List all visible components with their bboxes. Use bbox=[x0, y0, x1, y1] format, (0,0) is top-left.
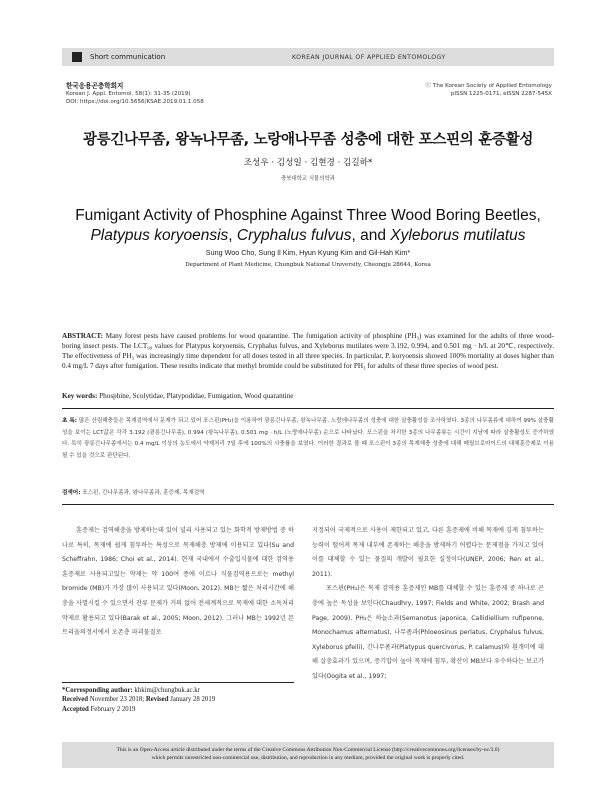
dates bbox=[62, 695, 294, 704]
korean-title: 광릉긴나무좀, 왕녹나무좀, 노랑애나무좀 성충에 대한 포스핀의 훈증활성 bbox=[82, 132, 534, 148]
section-marker bbox=[72, 52, 82, 62]
revised-date: January 28 2019 bbox=[170, 696, 216, 704]
korean-authors: 조성우 · 김성일 · 김현경 · 김길하* bbox=[243, 158, 373, 168]
received-label: Received bbox=[62, 696, 89, 704]
accepted-label: Accepted bbox=[62, 705, 89, 713]
journal-name: KOREAN JOURNAL OF APPLIED ENTOMOLOGY bbox=[292, 53, 446, 61]
species-2: Cryphalus fulvus bbox=[236, 227, 352, 244]
issn: pISSN 1225-0171, eISSN 2287-545X bbox=[450, 91, 552, 97]
received-date: November 23 2018; bbox=[89, 696, 145, 704]
body-column-right bbox=[312, 524, 544, 685]
body-paragraph: 지정되어 국제적으로 사용이 제한되고 있고, 다른 훈증제에 비해 목재에 깊게 침투하는 능력이 떨어져 목재 내부에 존재하는 해충을 방제하기 어렵다는 문제점을 가지고 있어 이를 대체할 수 있는 물질의 개발이 필요한 실정이다(UNEP, 2006; Ren et al., 2011). bbox=[312, 527, 544, 578]
korean-abstract-label: 초 록: bbox=[62, 418, 78, 424]
keywords-text: Phosphine, Scolytidae, Platypodidae, Fumigation, Wood quarantine bbox=[99, 392, 294, 400]
correspondence-block bbox=[62, 686, 294, 714]
license-footer bbox=[62, 742, 554, 768]
body-column-left: 훈증제는 검역해충을 방제하는데 있어 널리 사용되고 있는 화학적 방제방법 중 하나로 특히, 목재에 쉽게 침투하는 특성으로 목재해충 방제에 이용되고 있다(Su and Scheffrahn, 1986; Choi et al., 2014). 현재 국내에서 수출입식물에 대한 검역용 훈증제로 사용되고있는 약제는 약 100여 종에 이르나 식물검역용으로는 methyl bromide (MB)가 가장 많이 사용되고 있다(Moon, 2012). MB는 짧은 처리시간에 해충을 사멸시킬 수 있으면서 잔류 문제가 거의 없어 전세계적으로 목재에 대한 소독처리 약제로 활용되고 있다(Barak et al., 2005; Moon, 2012). 그러나 MB는 1992년 몬트리올의정서에서 오존층 파괴물질로 bbox=[62, 527, 294, 637]
english-affiliation: Department of Plant Medicine, Chungbuk National University, Cheongju 28644, Korea bbox=[185, 262, 431, 268]
english-authors: Sung Woo Cho, Sung Il Kim, Hyun Kyung Kim and Gil-Hah Kim* bbox=[205, 248, 411, 257]
license-line-2: which permits unrestricted non-commercial use, distribution, and reproduction in any medium, provided the original work is properly cited. bbox=[151, 755, 465, 762]
accepted bbox=[62, 705, 294, 714]
license-line-1: This is an Open-Access article distributed under the terms of the Creative Commons Attribution Non-Commercial License (http://creativecommons.org/licenses/by-nc/3.0) bbox=[116, 747, 500, 753]
species-1: Platypus koryoensis bbox=[90, 227, 229, 244]
english-title-line2: Platypus koryoensis, Cryphalus fulvus, and Xyleborus mutilatus bbox=[90, 227, 526, 244]
abstract-text: Many forest pests have caused problems for wood quarantine. The fumigation activity of phosphine (PH₃) was examined for the adults of three wood-boring insect pests. The LCT₉₉ values for Platypus koryoensis, Cryphalus fulvus, and Xyleborus mutilates were 3.192, 0.994, and 0.501 mg · h/L at 20℃, respectively. The effectiveness of PH₃ was increasingly time dependent for all doses tested in all three species. In particular, P. koryoensis showed 100% mortality at doses higher than 0.4 mg/L 7 days after fumigation. These results indicate that methyl bromide could be substituted for PH₃ for adults of these three species of wood pest. bbox=[62, 332, 555, 371]
doi: DOI: https://doi.org/10.5656/KSAE.2019.01.1.058 bbox=[66, 99, 204, 105]
korean-affiliation: 충북대학교 식물의학과 bbox=[281, 176, 335, 182]
species-3: Xyleborus mutilatus bbox=[390, 227, 526, 244]
publisher-block bbox=[426, 82, 552, 98]
korean-keywords-label: 검색어: bbox=[62, 490, 81, 496]
korean-abstract-text: 많은 산림해충들은 목재검역에서 문제가 되고 있어 포스핀(PH₃)을 이용하여 광릉긴나무좀, 왕녹나무좀, 노랑애나무좀의 성충에 대한 살충활성을 조사하였다. 3종의 나무좀류에 대하여 99% 살충활성을 보이는 LCT값은 각각 3.192 (광릉긴나무좀), 0.994 (왕녹나무좀), 0.501 mg · h/L (노랑애나무좀) 순으로 나타났다. 포스핀을 처리한 3종의 나무좀류는 시간이 지남에 따라 살충활성도 증가하였다. 특히 광릉긴나무좀에서는 0.4 mg/L 이상의 농도에서 약제처리 7일 후에 100%의 사충률을 보였다. 이러한 결과로 볼 때 포스핀이 3종의 목재해충 성충에 대해 메틸브로마이드의 대체훈증제로 이용될 수 있을 것으로 판단된다. bbox=[62, 418, 554, 459]
korean-keywords-text: 포스핀, 긴나무좀과, 왕나무좀과, 훈증제, 목재검역 bbox=[82, 490, 205, 496]
citation: Korean J. Appl. Entomol. 58(1): 31-35 (2019) bbox=[66, 91, 191, 97]
footnote-divider bbox=[62, 682, 294, 683]
corresponding-label: *Corresponding author: bbox=[62, 687, 133, 694]
english-abstract bbox=[62, 331, 554, 371]
corresponding-email[interactable]: khkim@chungbuk.ac.kr bbox=[134, 687, 200, 694]
corresponding-author bbox=[62, 686, 294, 695]
english-title-line1: Fumigant Activity of Phosphine Against Three Wood Boring Beetles, bbox=[75, 207, 541, 224]
abstract-label: ABSTRACT: bbox=[62, 332, 104, 340]
title-and: , and bbox=[351, 227, 391, 244]
keywords-label: Key words: bbox=[62, 392, 98, 400]
korean-abstract bbox=[62, 416, 554, 462]
article-type-bar bbox=[62, 48, 554, 66]
body-paragraph: 포스핀(PH₃)은 목재 검역용 훈증제인 MB를 대체할 수 있는 훈증제 중 하나로 곤충에 높은 독성을 보인다(Chaudhry, 1997; Fields and White, 2002; Brash and Page, 2009). PH₃은 하늘소과(Semanotus japonica, Callidiellium rufipenne, Monochamus alternatus), 나무좀과(Phloeosinus perlatus, Cryphalus fulvus, Xyleborus pfeili), 긴나무좀과(Platypus quercivorus, P. calamus)와 흰개미에 대해 살충효과가 있으며, 증기압이 높아 목재에 침투, 확산이 MB보다 우수하다는 보고가 있다(Oogita et al., 1997; bbox=[312, 585, 544, 680]
revised-label: Revised bbox=[145, 696, 169, 704]
citation-block bbox=[66, 82, 204, 106]
article-type: Short communication bbox=[90, 53, 166, 61]
english-keywords bbox=[62, 392, 554, 400]
divider bbox=[62, 408, 554, 409]
english-title bbox=[62, 206, 554, 246]
korean-keywords bbox=[62, 488, 554, 496]
accepted-date: February 2 2019 bbox=[90, 705, 136, 713]
copyright: ⓒ The Korean Society of Applied Entomology bbox=[425, 83, 552, 89]
divider bbox=[62, 504, 554, 505]
journal-korean-name: 한국응용곤충학회지 bbox=[66, 82, 124, 90]
